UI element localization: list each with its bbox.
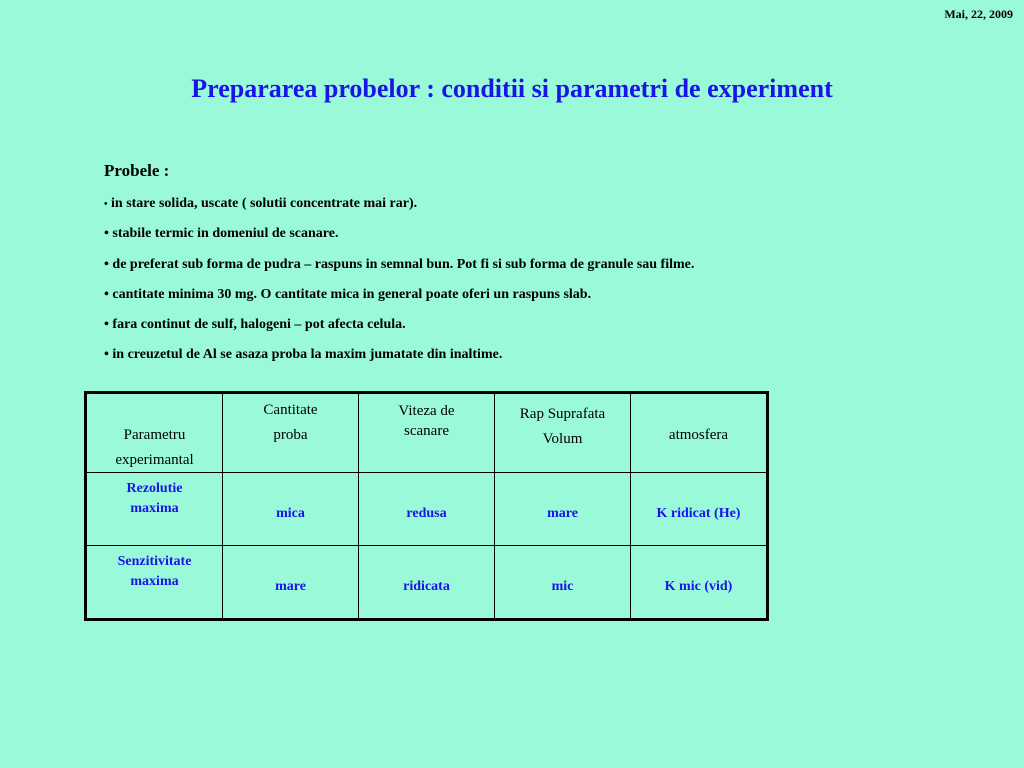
row-label-senzitivitate — [86, 546, 223, 620]
date-label: Mai, 22, 2009 — [944, 7, 1013, 21]
slide-title: Prepararea probelor : conditii si parametri de experiment — [191, 74, 833, 103]
bullet-dot-icon: • — [104, 199, 108, 210]
bullet-text: de preferat sub forma de pudra – raspuns in semnal bun. Pot fi si sub forma de granule sau filme. — [112, 256, 695, 272]
header-text: Viteza de — [398, 403, 455, 419]
cell-text: mare — [275, 579, 306, 594]
bullet-dot-icon: • — [104, 256, 109, 272]
row-label-text: Rezolutie — [126, 481, 183, 496]
table-cell — [223, 546, 359, 620]
parameters-table — [84, 391, 769, 621]
bullet-dot-icon: • — [104, 226, 109, 242]
table-cell — [359, 546, 495, 620]
cell-text: mic — [551, 579, 574, 594]
header-cell-cantitate — [223, 393, 359, 473]
table-cell — [495, 473, 631, 546]
bullet-dot-icon: • — [104, 347, 109, 363]
bullet-text: in creuzetul de Al se asaza proba la maxim jumatate din inaltime. — [112, 347, 503, 363]
bullet-text: fara continut de sulf, halogeni – pot afecta celula. — [112, 317, 406, 333]
cell-text: K ridicat (He) — [656, 506, 741, 521]
table-cell — [631, 473, 768, 546]
cell-text: K mic (vid) — [664, 579, 733, 594]
bullet-item — [104, 346, 694, 376]
cell-text: ridicata — [403, 579, 450, 594]
table-cell — [359, 473, 495, 546]
header-text: scanare — [404, 423, 449, 439]
cell-text: mare — [547, 506, 578, 521]
probe-bullet-list — [104, 195, 694, 377]
bullet-dot-icon: • — [104, 286, 109, 302]
header-cell-viteza — [359, 393, 495, 473]
table-row — [86, 473, 768, 546]
header-text: Rap Suprafata — [519, 406, 606, 422]
bullet-text: cantitate minima 30 mg. O cantitate mica in general poate oferi un raspuns slab. — [112, 286, 592, 302]
header-text: experimantal — [115, 452, 194, 468]
row-label-text: maxima — [130, 574, 179, 589]
cell-text: mica — [276, 506, 305, 521]
bullet-item — [104, 195, 694, 225]
bullet-item — [104, 256, 694, 286]
bullet-text: in stare solida, uscate ( solutii concentrate mai rar). — [111, 196, 418, 211]
header-text: Volum — [542, 431, 583, 447]
bullet-dot-icon: • — [104, 317, 109, 333]
header-cell-atmosfera — [631, 393, 768, 473]
bullet-text: stabile termic in domeniul de scanare. — [112, 226, 339, 242]
probe-heading: Probele : — [104, 161, 170, 180]
header-text: Parametru — [123, 427, 186, 443]
row-label-text: maxima — [130, 501, 179, 516]
row-label-rezolutie — [86, 473, 223, 546]
table-cell — [495, 546, 631, 620]
table-header-row — [86, 393, 768, 473]
table-cell — [631, 546, 768, 620]
bullet-item — [104, 225, 694, 255]
header-cell-parametru — [86, 393, 223, 473]
header-text: Cantitate — [263, 402, 318, 418]
bullet-item — [104, 316, 694, 346]
table-row — [86, 546, 768, 620]
header-text: proba — [273, 427, 308, 443]
header-text: atmosfera — [668, 427, 729, 443]
bullet-item — [104, 286, 694, 316]
row-label-text: Senzitivitate — [117, 554, 192, 569]
cell-text: redusa — [406, 506, 447, 521]
header-cell-rap-suprafata — [495, 393, 631, 473]
table-cell — [223, 473, 359, 546]
